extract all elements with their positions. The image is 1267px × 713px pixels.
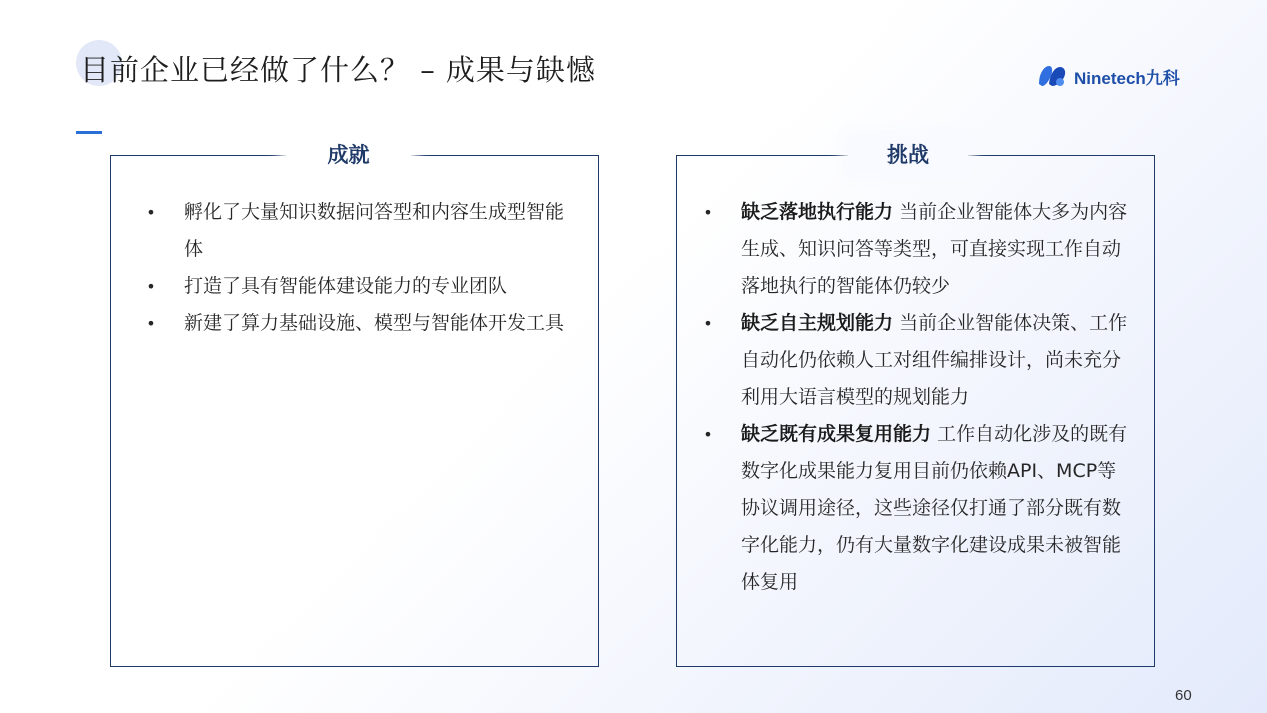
brand-name: Ninetech九科 — [1074, 68, 1180, 88]
list-item — [144, 268, 564, 305]
ninetech-logo-icon — [1036, 62, 1070, 90]
challenge-title: 缺乏既有成果复用能力 — [741, 423, 932, 445]
achievements-heading: 成就 — [286, 136, 411, 174]
list-item — [144, 305, 564, 342]
list-item — [701, 305, 1131, 416]
challenges-panel — [676, 143, 1155, 667]
achievements-panel — [110, 143, 599, 667]
challenge-description: 工作自动化涉及的既有数字化成果能力复用目前仍依赖API、MCP等协议调用途径，这些途径仅打通了部分既有数字化能力，仍有大量数字化建设成果未被智能体复用 — [741, 423, 1128, 593]
list-item-text: 打造了具有智能体建设能力的专业团队 — [184, 275, 508, 297]
title-accent-line — [76, 131, 102, 134]
challenges-list — [701, 194, 1131, 601]
challenges-heading: 挑战 — [848, 136, 968, 174]
list-item-text: 孵化了大量知识数据问答型和内容生成型智能体 — [184, 201, 565, 260]
challenge-description: 当前企业智能体决策、工作自动化仍依赖人工对组件编排设计，尚未充分利用大语言模型的规划能力 — [741, 312, 1128, 408]
bullet-icon: • — [146, 203, 156, 222]
challenge-description: 当前企业智能体大多为内容生成、知识问答等类型，可直接实现工作自动落地执行的智能体仍较少 — [741, 201, 1128, 297]
page-number: 60 — [1175, 687, 1192, 704]
list-item — [144, 194, 564, 268]
list-item-text: 新建了算力基础设施、模型与智能体开发工具 — [184, 312, 565, 334]
brand-logo — [1036, 60, 1180, 92]
bullet-icon: • — [703, 203, 713, 222]
bullet-icon: • — [146, 314, 156, 333]
challenge-title: 缺乏落地执行能力 — [741, 201, 894, 223]
list-item — [701, 416, 1131, 601]
page-title: 目前企业已经做了什么？ – 成果与缺憾 — [80, 53, 596, 87]
list-item — [701, 194, 1131, 305]
achievements-list — [144, 194, 564, 342]
bullet-icon: • — [703, 425, 713, 444]
challenge-title: 缺乏自主规划能力 — [741, 312, 894, 334]
bullet-icon: • — [146, 277, 156, 296]
bullet-icon: • — [703, 314, 713, 333]
